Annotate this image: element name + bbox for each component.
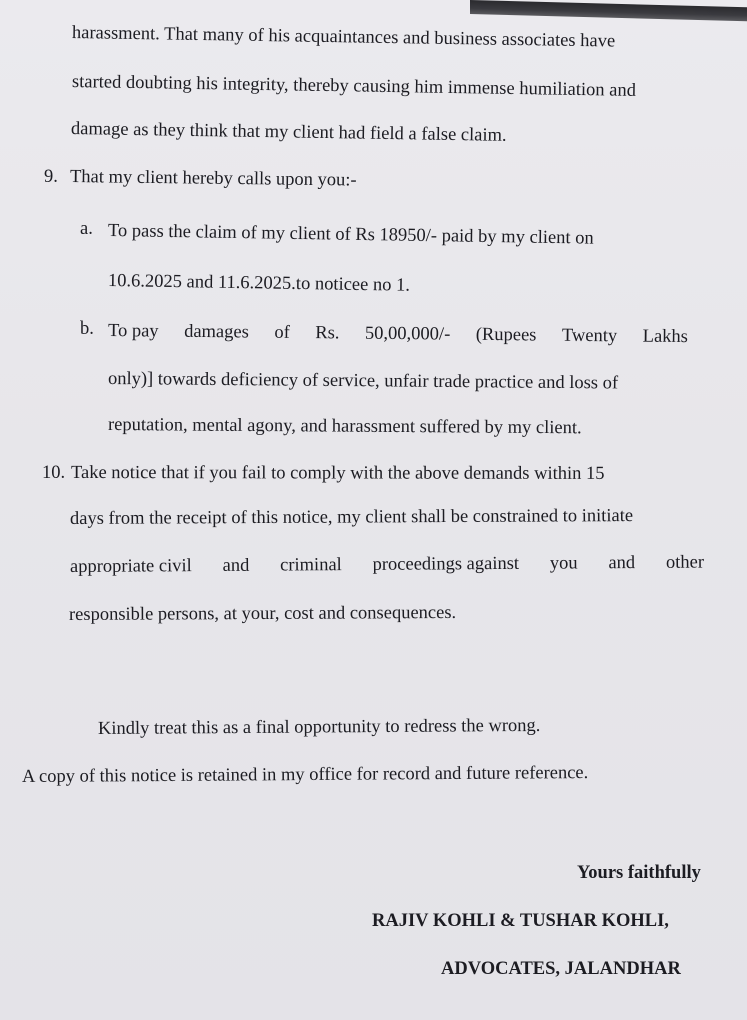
- item-b-word: of: [274, 322, 290, 343]
- item-b-word: 50,00,000/-: [364, 323, 451, 345]
- item-b-word: damages: [184, 321, 249, 343]
- para8-line1: harassment. That many of his acquaintances and business associates have: [71, 23, 616, 52]
- para8-line3: damage as they think that my client had field a false claim.: [70, 119, 507, 146]
- para8-line2: started doubting his integrity, thereby causing him immense humiliation and: [71, 72, 637, 101]
- para10-word: and: [608, 553, 636, 574]
- item-b-line2: only)] towards deficiency of service, unfair trade practice and loss of: [107, 369, 619, 394]
- signature-names: RAJIV KOHLI & TUSHAR KOHLI,: [372, 911, 669, 931]
- item-a-line2: 10.6.2025 and 11.6.2025.to noticee no 1.: [107, 271, 411, 296]
- signature-designation: ADVOCATES, JALANDHAR: [441, 959, 681, 979]
- para9-number: 9.: [44, 167, 58, 187]
- para10-number: 10.: [42, 463, 66, 483]
- item-b-word: (Rupees: [475, 324, 537, 346]
- para10-word: other: [665, 552, 705, 573]
- item-b-line1: [108, 322, 688, 347]
- para10-line2: days from the receipt of this notice, my client shall be constrained to initiate: [69, 506, 634, 529]
- item-b-word: Twenty: [561, 325, 618, 347]
- closing-line2: A copy of this notice is retained in my office for record and future reference.: [21, 763, 589, 787]
- para10-word: proceedings against: [372, 553, 520, 575]
- para10-word: appropriate civil: [69, 556, 192, 577]
- para10-word: criminal: [280, 555, 342, 576]
- para10-line4: responsible persons, at your, cost and consequences.: [68, 602, 457, 625]
- closing-line1: Kindly treat this as a final opportunity to redress the wrong.: [97, 715, 541, 739]
- item-b-line3: reputation, mental agony, and harassment suffered by my client.: [107, 415, 582, 439]
- para10-word: you: [549, 553, 578, 574]
- item-b-word: Lakhs: [642, 326, 689, 348]
- para10-line3: [70, 554, 704, 577]
- item-b-word: Rs.: [315, 323, 340, 344]
- para10-line1: Take notice that if you fail to comply with the above demands within 15: [70, 463, 605, 484]
- item-b-label: b.: [80, 319, 94, 339]
- signature-salutation: Yours faithfully: [577, 863, 701, 883]
- page-edge-shadow: [470, 0, 747, 21]
- item-b-word: To pay: [107, 321, 159, 342]
- item-a-label: a.: [80, 219, 93, 239]
- para9-text: That my client hereby calls upon you:-: [69, 167, 357, 191]
- item-a-line1: To pass the claim of my client of Rs 18950/- paid by my client on: [107, 221, 594, 249]
- para10-word: and: [222, 555, 250, 576]
